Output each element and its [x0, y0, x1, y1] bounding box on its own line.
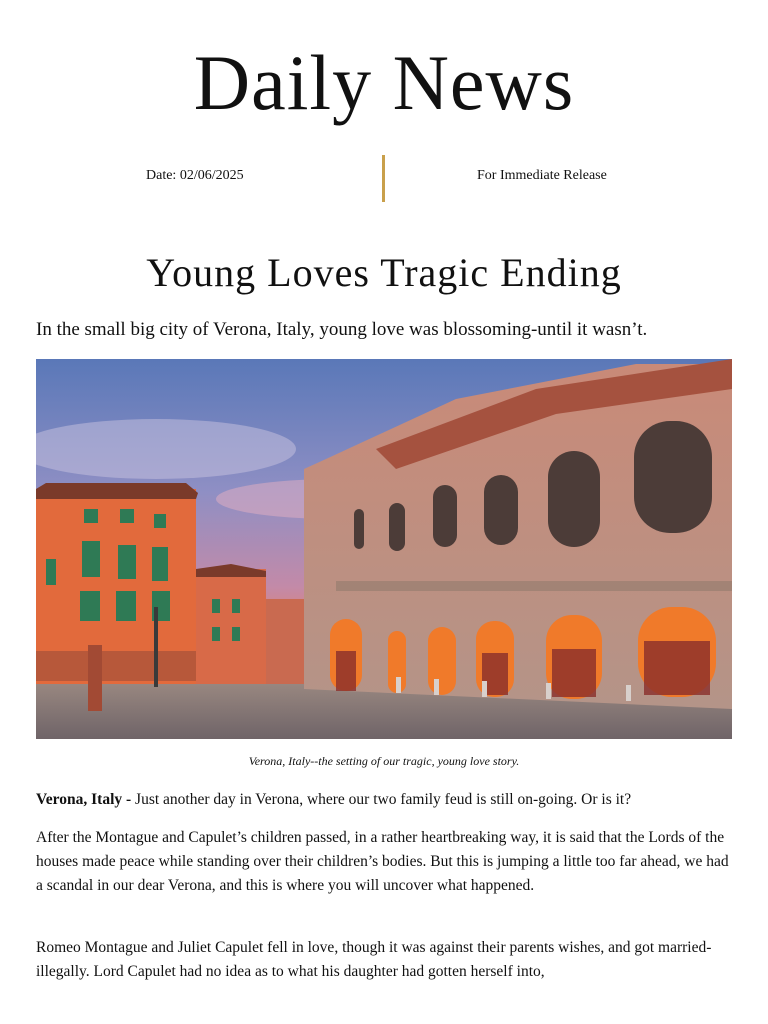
- publication-date: Date: 02/06/2025: [146, 168, 244, 183]
- article-dek: In the small big city of Verona, Italy, young love was blossoming-until it wasn’t.: [36, 319, 648, 340]
- paragraph-2: After the Montague and Capulet’s children passed, in a rather heartbreaking way, it is said that the Lords of the houses made peace while standing over their children’s bodies. But this is jumping a little too far ahead, we had a scandal in our dear Verona, and this is where you will uncover what happened.: [36, 829, 729, 894]
- release-notice: For Immediate Release: [477, 168, 607, 183]
- dateline: Verona, Italy -: [36, 791, 132, 808]
- meta-divider: [382, 155, 385, 202]
- masthead-title: Daily News: [193, 39, 575, 126]
- article-headline: Young Loves Tragic Ending: [146, 250, 622, 295]
- verona-arena-photo: [36, 359, 732, 739]
- paragraph-3: Romeo Montague and Juliet Capulet fell in love, though it was against their parents wishes, and got married- illegally. Lord Capulet had no idea as to what his daughter had gotten herself into,: [36, 939, 712, 980]
- paragraph-1: [36, 788, 736, 812]
- paragraph-1-text: Just another day in Verona, where our two family feud is still on-going. Or is it?: [135, 791, 632, 808]
- photo-caption: Verona, Italy--the setting of our tragic, young love story.: [248, 754, 520, 768]
